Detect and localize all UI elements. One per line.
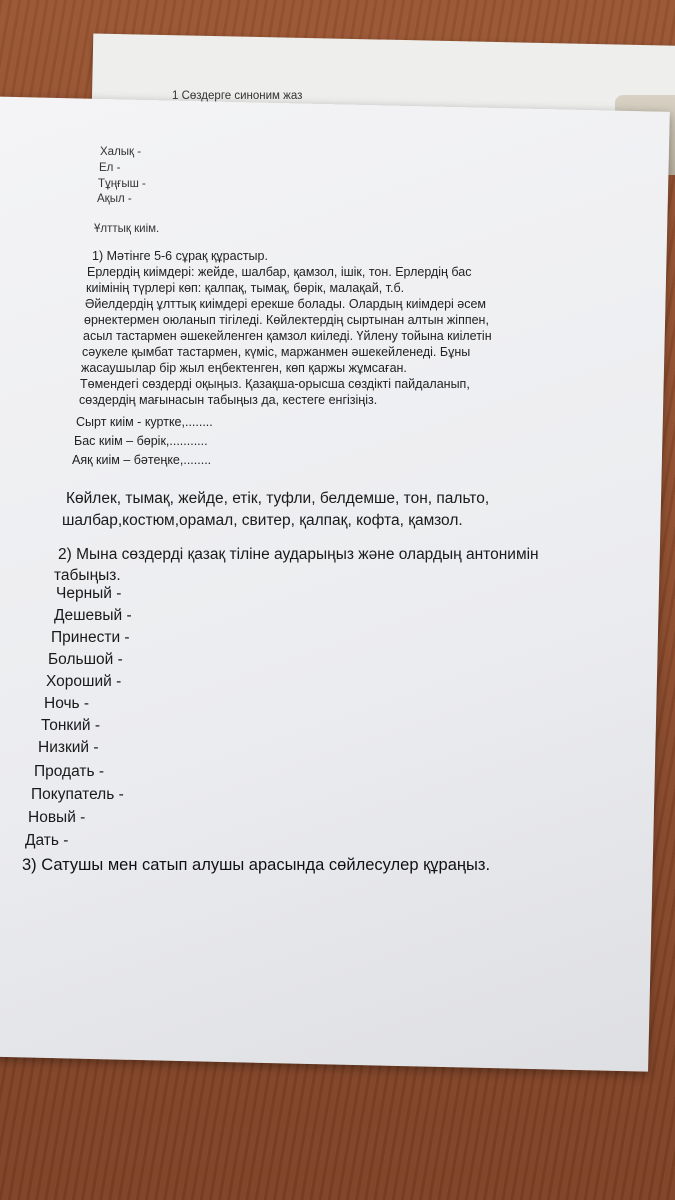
translate-word: Дешевый - [54, 607, 132, 624]
task3-title: 3) Сатушы мен сатып алушы арасында сөйлесулер құраңыз. [22, 856, 491, 874]
words-line: Көйлек, тымақ, жейде, етік, туфли, белдемше, тон, пальто, [66, 490, 490, 507]
text-line: асыл тастармен әшекейленген қамзол киіледі. Үйлену тойына киілетін [83, 329, 492, 343]
translate-word: Черный - [56, 585, 122, 602]
text-line: сәукеле қымбат тастармен, күміс, маржанмен әшекейленеді. Бұны [82, 345, 471, 359]
task1-title: 1) Мәтінге 5-6 сұрақ құрастыр. [92, 249, 268, 263]
task2-title-cont: табыңыз. [54, 567, 121, 584]
text-line: киімінің түрлері көп: қалпақ, тымақ, бөрік, малақай, т.б. [86, 281, 405, 295]
text-line: жасаушылар бір жыл еңбектенген, көп қаржы жұмсаған. [81, 361, 407, 375]
words-line: шалбар,костюм,орамал, свитер, қалпақ, кофта, қамзол. [62, 512, 463, 529]
back-sheet-heading: 1 Сөздерге синоним жаз [172, 90, 303, 102]
translate-word: Тонкий - [41, 717, 101, 734]
translate-word: Низкий - [38, 739, 99, 756]
translate-word: Дать - [25, 832, 69, 849]
translate-word: Большой - [48, 651, 123, 668]
synonym-item: Халық - [100, 146, 142, 158]
text-line: сөздердің мағынасын табыңыз да, кестеге енгізіңіз. [79, 393, 378, 407]
translate-word: Хороший - [46, 673, 122, 690]
translate-word: Ночь - [44, 695, 90, 712]
text-line: өрнектермен оюланып тігіледі. Көйлектердің сыртынан алтын жіппен, [84, 313, 489, 327]
synonym-item: Ақыл - [97, 193, 132, 205]
section-title: Ұлттық киім. [94, 223, 160, 235]
text-line: Әйелдердің ұлттық киімдері ерекше болады. Олардың киімдері әсем [85, 297, 487, 311]
category-line: Бас киім – бөрік,........... [74, 434, 208, 448]
translate-word: Покупатель - [31, 786, 124, 803]
translate-word: Новый - [28, 809, 86, 826]
text-line: Ерлердің киімдері: жейде, шалбар, қамзол, ішік, тон. Ерлердің бас [87, 265, 472, 279]
category-line: Сырт киім - куртке,........ [76, 415, 213, 429]
task2-title: 2) Мына сөздерді қазақ тіліне аударыңыз және олардың антонимін [58, 546, 539, 563]
category-line: Аяқ киім – бәтеңке,........ [72, 453, 212, 467]
synonym-item: Тұңғыш - [98, 178, 146, 190]
synonym-item: Ел - [99, 162, 121, 174]
translate-word: Продать - [34, 763, 105, 780]
translate-word: Принести - [51, 629, 130, 646]
text-line: Төмендегі сөздерді оқыңыз. Қазақша-орысша сөздікті пайдаланып, [80, 377, 470, 391]
